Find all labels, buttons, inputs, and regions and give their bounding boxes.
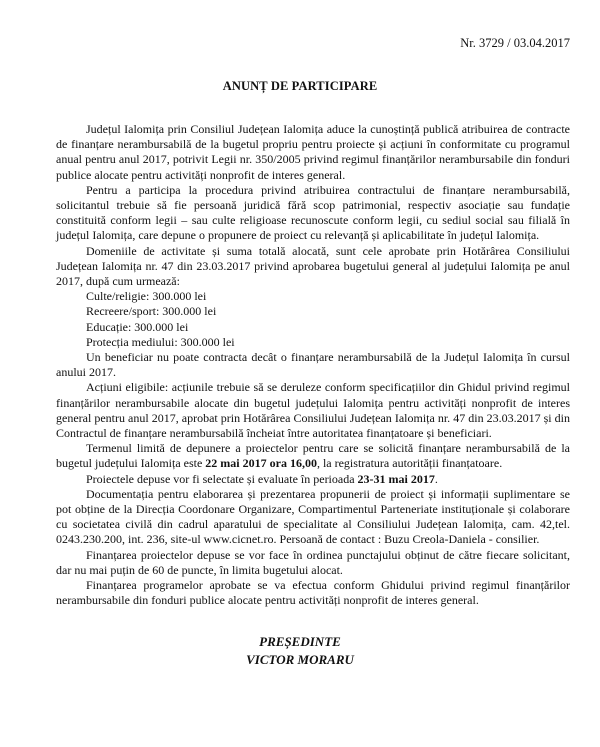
paragraph-deadline — [56, 441, 570, 471]
evaluation-text-end: . — [434, 471, 438, 486]
paragraph-eligibility: Pentru a participa la procedura privind atribuirea contractului de finanțare nerambursabilă, solicitantul trebuie să fie persoană juridică fără scop patrimonial, respectiv asociație sau fundație constituită conform legii – sau culte religioase recunoscute conform legii, cu sediul social sau filială în județul Ialomița, care depune o propunere de proiect cu relevanță și aplicabilitate în județul Ialomița. — [56, 182, 570, 243]
signature-name: VICTOR MORARU — [246, 652, 354, 667]
paragraph-actions: Acțiuni eligibile: acțiunile trebuie să se deruleze conform specificațiilor din Ghidul privind regimul finanțărilor nerambursabile alocate din bugetul județului Ialomița pentru activități nonprofit de interes general pentru anul 2017, aprobat prin Hotărârea Consiliului Județean Ialomița nr. 47 din 23.03.2017 și din Contractul de finanțare nerambursabilă încheiat între autoritatea finanțatoare și beneficiari. — [56, 380, 570, 441]
deadline-text-end: , la registratura autorității finanțatoare. — [316, 456, 503, 471]
paragraph-evaluation — [56, 472, 570, 487]
domain-item-mediu: Protecția mediului: 300.000 lei — [86, 334, 235, 349]
domain-item-sport: Recreere/sport: 300.000 lei — [86, 304, 217, 319]
paragraph-intro: Județul Ialomița prin Consiliul Județean Ialomița aduce la cunoștință publică atribuirea de contracte de finanțare nerambursabilă de la bugetul propriu pentru proiecte și acțiuni în conformitate cu programul anual pentru anul 2017, potrivit Legii nr. 350/2005 privind regimul finanțărilor nerambursabile din fonduri publice alocate pentru activități nonprofit de interes general. — [56, 122, 570, 182]
paragraph-documentation: Documentația pentru elaborarea și prezentarea propunerii de proiect și informații suplimentare se pot obține de la Direcția Coordonare Organizare, Compartimentul Parteneriate instituționale și colaborare cu societatea civilă din cadrul aparatului de specialitate al Consiliului Județean Ialomița, cam. 42,tel. 0243.230.200, int. 236, site-ul www.cicnet.ro. Persoană de contact : Buzu Creola-Daniela - consilier. — [56, 486, 570, 547]
evaluation-period: 23-31 mai 2017 — [357, 471, 435, 486]
paragraph-funding-order: Finanțarea proiectelor depuse se vor face în ordinea punctajului obținut de către fiecare solicitant, dar nu mai puțin de 60 de puncte, în limita bugetului alocat. — [56, 547, 570, 577]
paragraph-domains: Domeniile de activitate și suma totală alocată, sunt cele aprobate prin Hotărârea Consiliului Județean Ialomița nr. 47 din 23.03.2017 privind aprobarea bugetului general al județului Ialomița pe anul 2017, după cum urmează: — [56, 243, 570, 289]
paragraph-funding-programs: Finanțarea programelor aprobate se va efectua conform Ghidului privind regimul finanțărilor nerambursabile din fonduri publice alocate pentru activități nonprofit de interes general. — [56, 578, 570, 608]
evaluation-text: Proiectele depuse vor fi selectate și evaluate în perioada — [86, 471, 358, 486]
paragraph-beneficiary: Un beneficiar nu poate contracta decât o finanțare nerambursabilă de la Județul Ialomița în cursul anului 2017. — [56, 350, 570, 380]
document-body — [56, 122, 570, 609]
deadline-text: Termenul limită de depunere a proiectelor pentru care se solicită finanțare nerambursabilă de la bugetul județului Ialomița este — [56, 441, 570, 471]
domain-item-educatie: Educație: 300.000 lei — [86, 319, 189, 334]
domain-item-culte: Culte/religie: 300.000 lei — [86, 289, 207, 304]
document-number: Nr. 3729 / 03.04.2017 — [460, 36, 570, 50]
document-title: ANUNȚ DE PARTICIPARE — [222, 79, 378, 93]
signature-block — [0, 633, 600, 669]
signature-role: PREȘEDINTE — [259, 634, 341, 649]
deadline-date: 22 mai 2017 ora 16,00 — [205, 456, 317, 471]
